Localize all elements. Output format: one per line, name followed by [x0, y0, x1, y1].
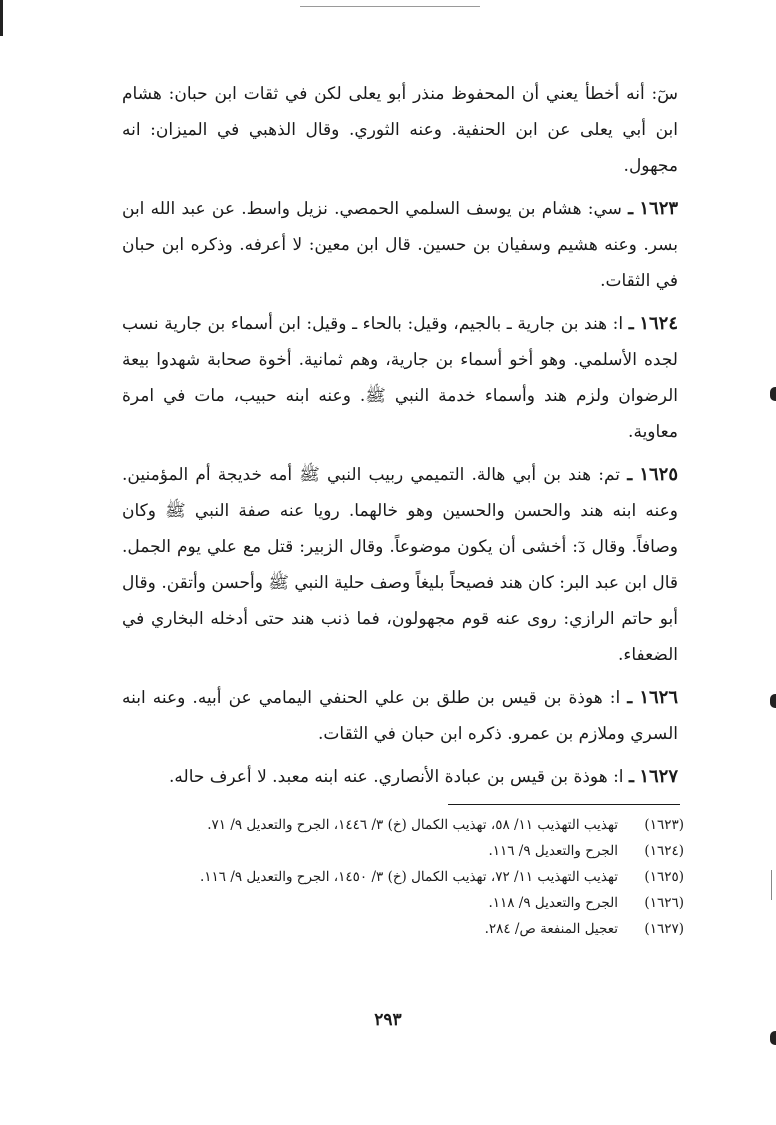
top-rule	[300, 6, 480, 7]
entry-dash: ـ	[628, 199, 634, 219]
footnote-number: (١٦٢٣)	[644, 817, 684, 833]
scan-edge-mark	[770, 694, 776, 708]
entry-number: ١٦٢٣	[639, 198, 679, 219]
footnote-item	[118, 838, 684, 864]
entry-1625	[122, 457, 678, 673]
footnote-number: (١٦٢٤)	[644, 843, 684, 859]
entry-number: ١٦٢٧	[639, 766, 678, 787]
entry-continuation	[122, 76, 678, 184]
footnote-text: تعجيل المنفعة ص/ ٢٨٤.	[484, 921, 618, 937]
footnote-number: (١٦٢٧)	[644, 921, 684, 937]
page-body	[122, 76, 678, 802]
entry-1624	[122, 306, 678, 450]
entry-text: ا: هوذة بن قيس بن عبادة الأنصاري. عنه ابنه معبد. لا أعرف حاله.	[169, 767, 624, 787]
entry-dash: ـ	[627, 465, 633, 485]
page-number: ٢٩٣	[374, 1010, 402, 1030]
entry-1623	[122, 191, 678, 299]
footnote-text: الجرح والتعديل ٩/ ١١٨.	[488, 895, 618, 911]
footnote-item	[118, 890, 684, 916]
footnote-number: (١٦٢٥)	[644, 869, 684, 885]
footnote-text: الجرح والتعديل ٩/ ١١٦.	[488, 843, 618, 859]
footnote-item	[118, 812, 684, 838]
entry-number: ١٦٢٥	[639, 464, 679, 485]
continuation-text: سٓ: أنه أخطأ يعني أن المحفوظ منذر أبو يعلى لكن في ثقات ابن حبان: هشام ابن أبي يعلى عن ابن الحنفية. وعنه الثوري. وقال الذهبي في الميزان: انه مجهول.	[122, 84, 678, 176]
entry-dash: ـ	[627, 688, 633, 708]
entry-1626	[122, 680, 678, 752]
scan-edge-mark	[770, 387, 776, 401]
entry-text: ا: هوذة بن قيس بن طلق بن علي الحنفي اليمامي عن أبيه. وعنه ابنه السري وملازم بن عمرو. ذكره ابن حبان في الثقات.	[122, 688, 678, 744]
entry-text: ا: هند بن جارية ـ بالجيم، وقيل: بالحاء ـ وقيل: ابن أسماء بن جارية نسب لجده الأسلمي. وهو أخو أسماء بن جارية، وهم ثمانية. أخوة صحابة شهدوا بيعة الرضوان ولزم هند وأسماء خدمة النبي ﷺ. وعنه ابنه حبيب، مات في امرة معاوية.	[122, 314, 678, 442]
scan-edge-mark	[770, 1031, 776, 1045]
footnote-text: تهذيب التهذيب ١١/ ٥٨، تهذيب الكمال (خ) ٣/ ١٤٤٦، الجرح والتعديل ٩/ ٧١.	[207, 817, 618, 833]
scan-edge-line	[771, 870, 772, 900]
footnote-text: تهذيب التهذيب ١١/ ٧٢، تهذيب الكمال (خ) ٣/ ١٤٥٠، الجرح والتعديل ٩/ ١١٦.	[199, 869, 618, 885]
entry-number: ١٦٢٦	[639, 687, 678, 708]
scan-edge-mark	[0, 0, 3, 36]
footnote-divider	[448, 804, 680, 805]
entry-number: ١٦٢٤	[639, 313, 678, 334]
entry-text: تم: هند بن أبي هالة. التميمي ربيب النبي ﷺ أمه خديجة أم المؤمنين. وعنه ابنه هند والحسن والحسين وهو خالهما. رويا عنه صفة النبي ﷺ وكان وصافاً. وقال دٓ: أخشى أن يكون موضوعاً. وقال الزبير: قتل مع علي يوم الجمل. قال ابن عبد البر: كان هند فصيحاً بليغاً وصف حلية النبي ﷺ وأحسن وأتقن. وقال أبو حاتم الرازي: روى عنه قوم مجهولون، فما ذنب هند حتى أدخله البخاري في الضعفاء.	[122, 465, 678, 665]
footnote-number: (١٦٢٦)	[644, 895, 684, 911]
entry-dash: ـ	[628, 767, 634, 787]
entry-text: سي: هشام بن يوسف السلمي الحمصي. نزيل واسط. عن عبد الله ابن بسر. وعنه هشيم وسفيان بن حسين. قال ابن معين: لا أعرفه. وذكره ابن حبان في الثقات.	[122, 199, 678, 291]
footnote-item	[118, 864, 684, 890]
entry-dash: ـ	[628, 314, 634, 334]
entry-1627	[122, 759, 678, 795]
footnotes	[118, 812, 684, 942]
footnote-item	[118, 916, 684, 942]
